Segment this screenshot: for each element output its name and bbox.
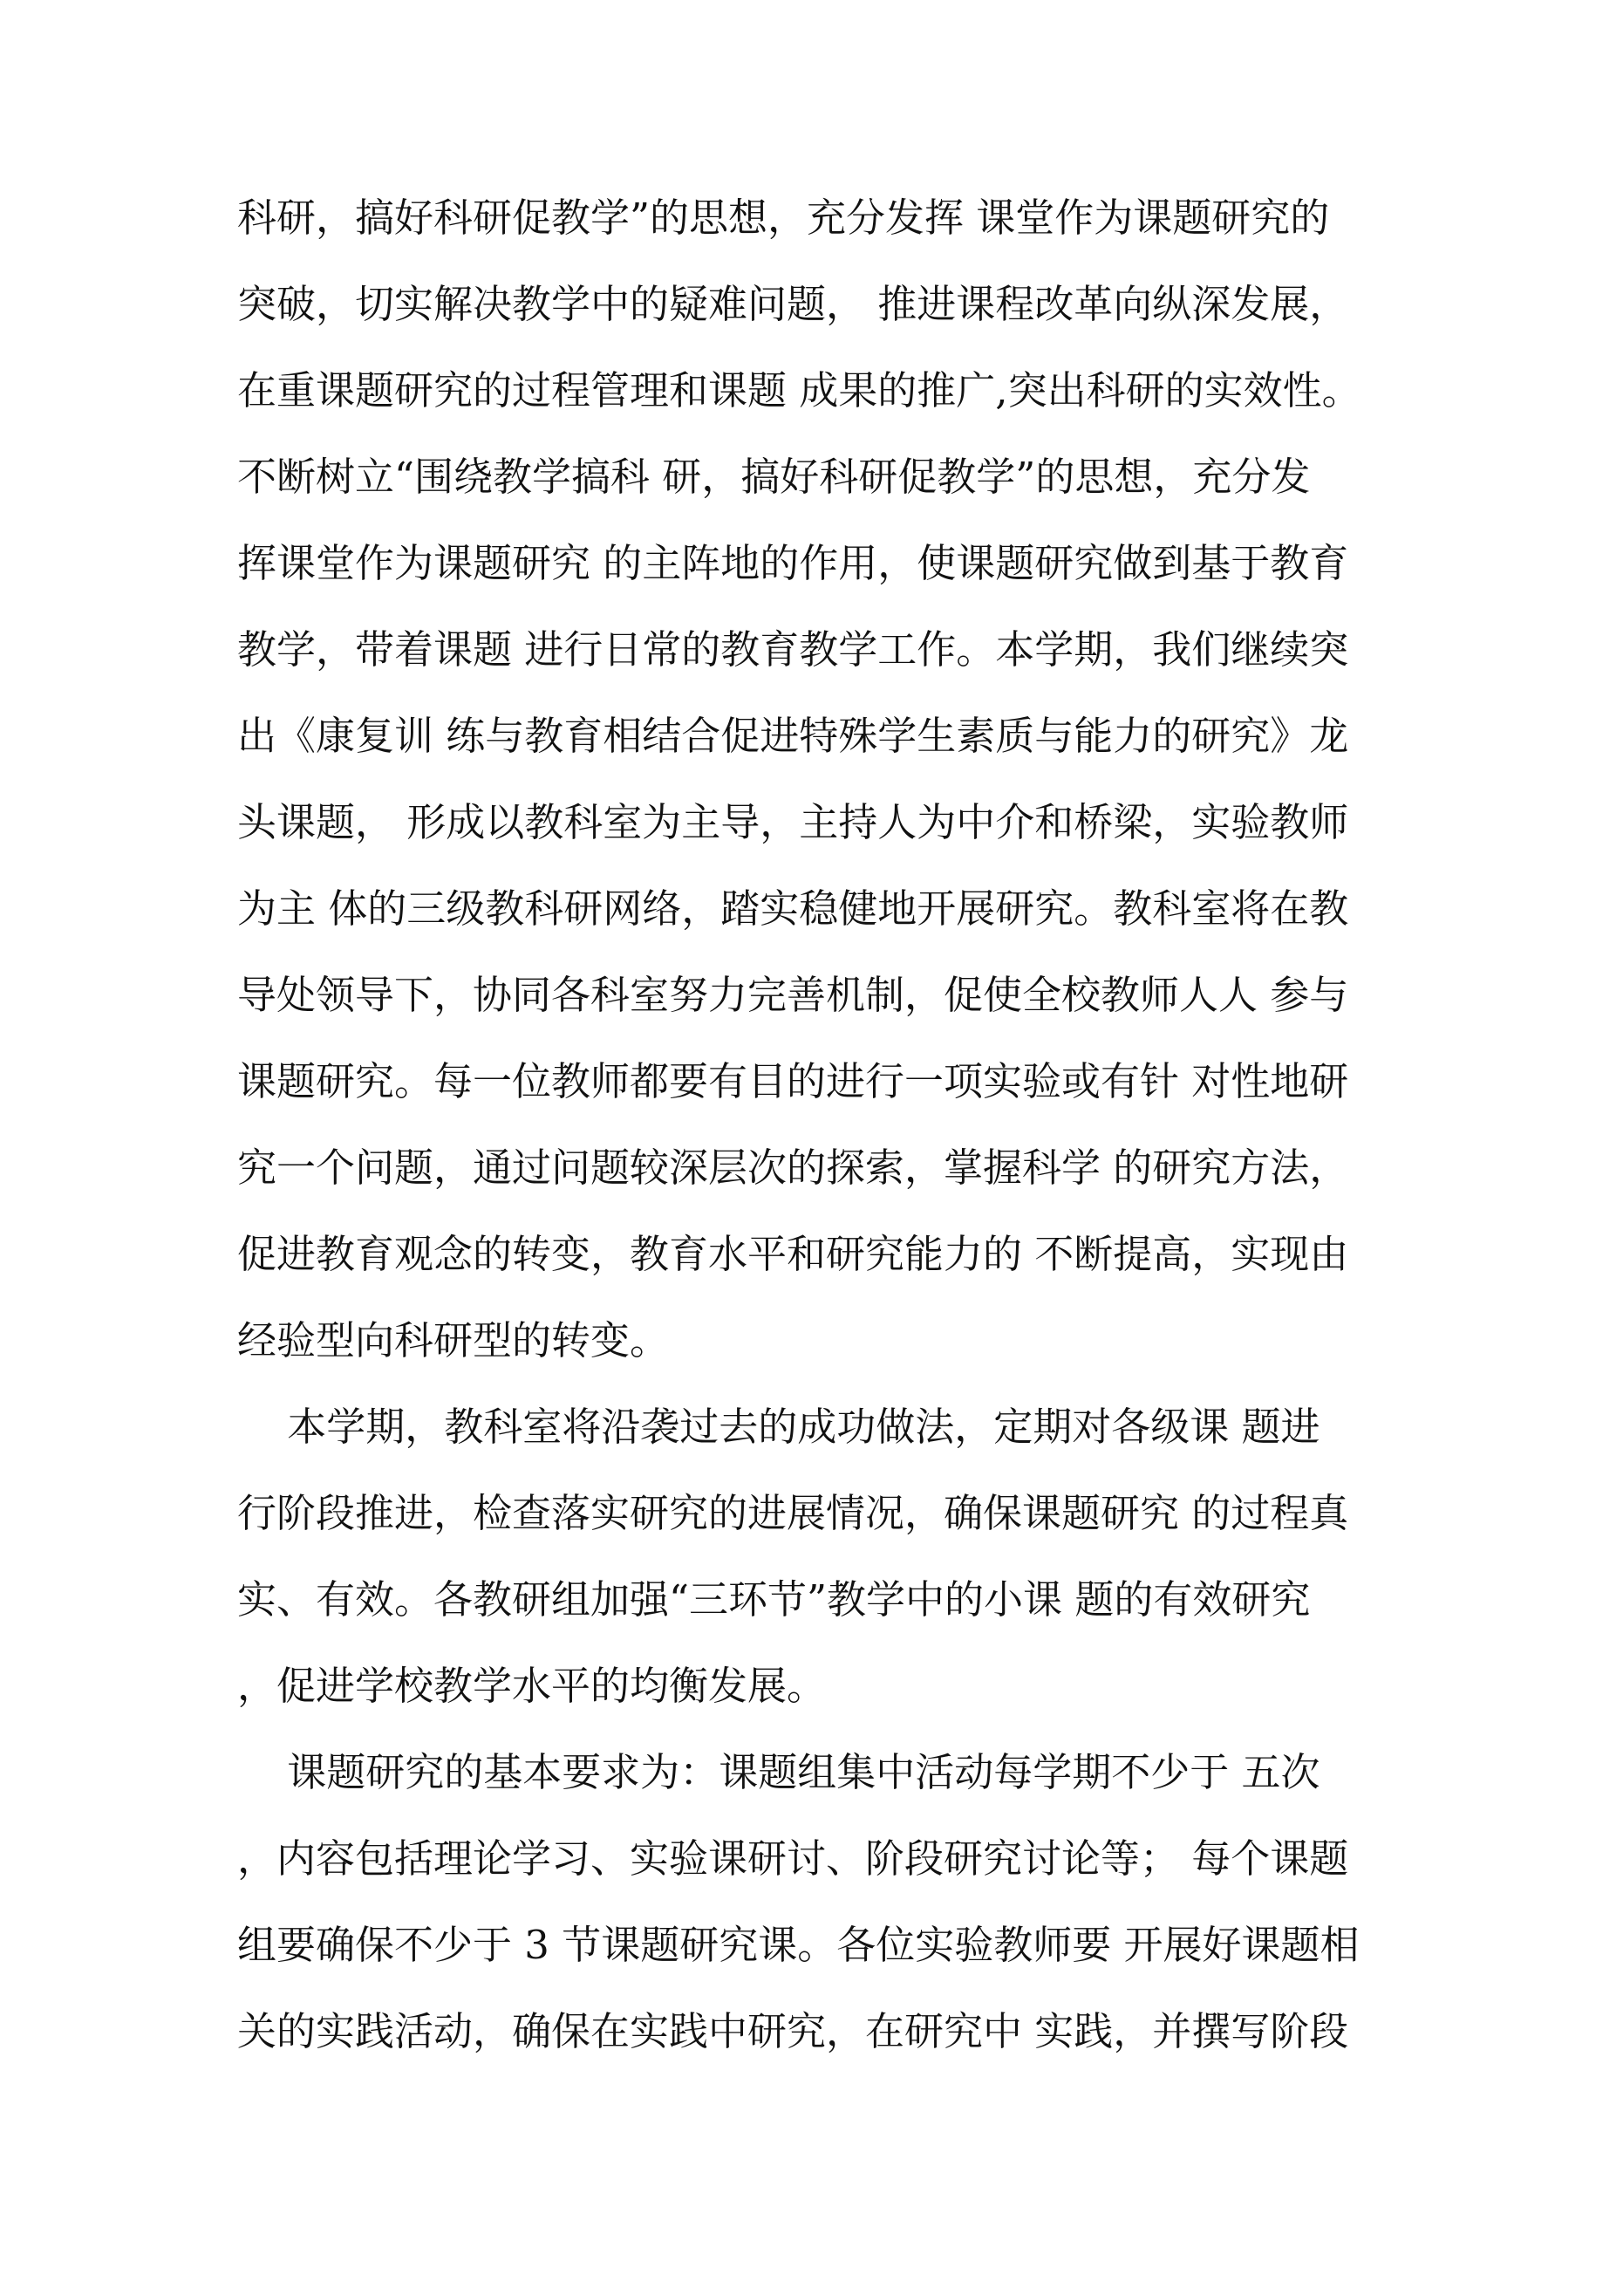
paragraph-start-line: 本学期，教科室将沿袭过去的成功做法，定期对各级课 题进 bbox=[237, 1404, 1320, 1450]
text-line: 组要确保不少于 3 节课题研究课。各位实验教师要 开展好课题相 bbox=[237, 1922, 1360, 1968]
text-line: 科研，搞好科研促教学”的思想，充分发挥 课堂作为课题研究的 bbox=[237, 195, 1330, 241]
text-line: 实、有效。各教研组加强“三环节”教学中的小课 题的有效研究 bbox=[237, 1576, 1311, 1623]
text-line: 在重课题研究的过程管理和课题 成果的推广,突出科研的实效性。 bbox=[237, 367, 1361, 413]
text-line: 导处领导下，协同各科室努力完善机制，促使全校教师人人 参与 bbox=[237, 972, 1349, 1018]
text-line: 教学，带着课题 进行日常的教育教学工作。本学期，我们继续突 bbox=[237, 626, 1349, 673]
text-line: 头课题， 形成以教科室为主导，主持人为中介和桥梁，实验教师 bbox=[237, 799, 1349, 845]
text-line: 突破，切实解决教学中的疑难问题， 推进课程改革向纵深发展， bbox=[237, 281, 1349, 327]
text-line: 经验型向科研型的转变。 bbox=[237, 1317, 670, 1363]
text-line: 不断树立“围绕教学搞科 研，搞好科研促教学”的思想，充分发 bbox=[237, 454, 1311, 500]
body-text bbox=[237, 174, 1423, 2074]
text-line: 行阶段推进，检查落实研究的进展情况，确保课题研究 的过程真 bbox=[237, 1490, 1349, 1536]
text-line: 课题研究。每一位教师都要有目的进行一项实验或有针 对性地研 bbox=[237, 1058, 1349, 1104]
text-line: ，内容包括理论学习、实验课研讨、阶段研究讨论等； 每个课题 bbox=[237, 1835, 1349, 1882]
text-line: 为主 体的三级教科研网络，踏实稳健地开展研究。教科室将在教 bbox=[237, 885, 1349, 932]
text-line: 关的实践活动，确保在实践中研究，在研究中 实践，并撰写阶段 bbox=[237, 2008, 1349, 2054]
paragraph-start-line: 课题研究的基本要求为：课题组集中活动每学期不少于 五次 bbox=[237, 1749, 1320, 1795]
text-line: 挥课堂作为课题研究 的主阵地的作用，使课题研究做到基于教育 bbox=[237, 540, 1349, 586]
text-line: ，促进学校教学水平的均衡发展。 bbox=[237, 1663, 827, 1709]
text-line: 出《康复训 练与教育相结合促进特殊学生素质与能力的研究》龙 bbox=[237, 713, 1349, 759]
text-line: 促进教育观念的转变，教育水平和研究能力的 不断提高，实现由 bbox=[237, 1231, 1349, 1277]
text-line: 究一个问题，通过问题较深层次的探索，掌握科学 的研究方法， bbox=[237, 1145, 1349, 1191]
